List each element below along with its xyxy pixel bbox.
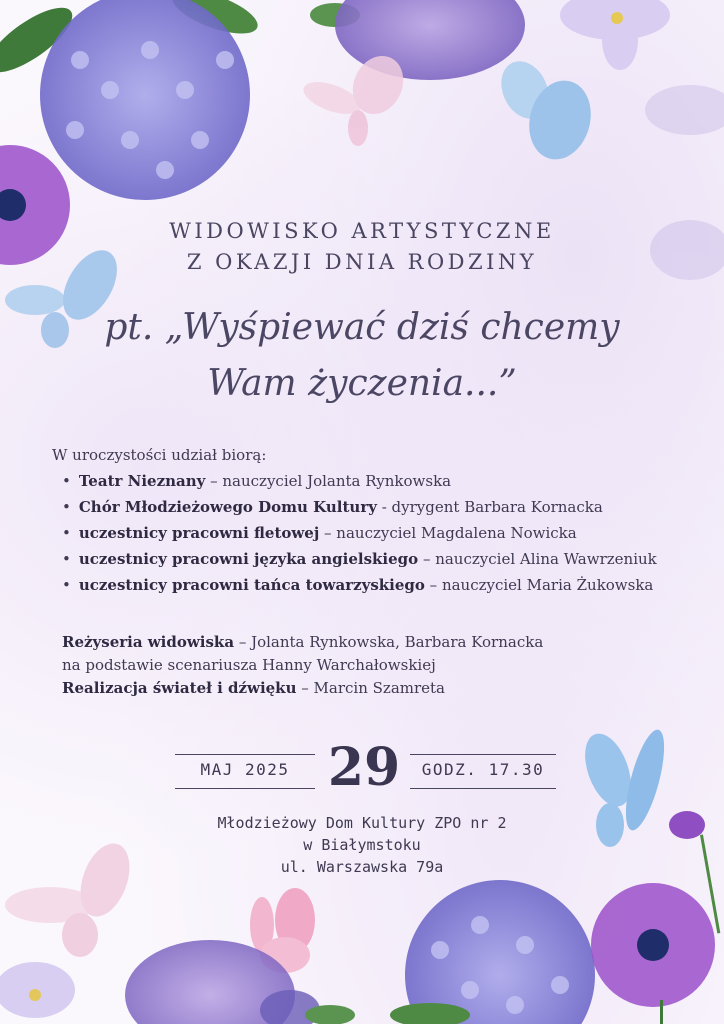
venue-line-3: ul. Warszawska 79a <box>280 858 444 876</box>
hydrangea-icon <box>40 0 250 200</box>
light-value: – Marcin Szamreta <box>296 679 445 697</box>
direction-label: Reżyseria widowiska <box>62 633 235 651</box>
divider <box>410 754 556 755</box>
butterfly-pink-icon <box>299 48 412 146</box>
venue-line-2: w Białymstoku <box>303 836 421 854</box>
event-subtitle <box>0 300 724 412</box>
subtitle-line-1: pt. „Wyśpiewać dziś chcemy <box>104 307 620 348</box>
daisy-icon <box>591 883 715 1024</box>
credits <box>62 631 543 700</box>
divider <box>175 788 315 789</box>
participant-name: Chór Młodzieżowego Domu Kultury <box>78 498 377 516</box>
title-line-2: Z OKAZJI DNIA RODZINY <box>186 250 538 274</box>
participants-list <box>62 468 657 598</box>
script-line: na podstawie scenariusza Hanny Warchałowskiej <box>62 656 436 674</box>
hydrangea-icon <box>305 880 595 1024</box>
title-line-1: WIDOWISKO ARTYSTYCZNE <box>169 219 555 243</box>
divider <box>175 754 315 755</box>
direction-value: – Jolanta Rynkowska, Barbara Kornacka <box>234 633 544 651</box>
list-item <box>62 546 657 572</box>
date-day: 29 <box>327 737 401 798</box>
participant-lead: - dyrygent Barbara Kornacka <box>376 498 603 516</box>
date-block <box>0 738 724 798</box>
direction-line <box>62 631 543 654</box>
list-item <box>62 494 657 520</box>
participant-name: uczestnicy pracowni tańca towarzyskiego <box>78 576 425 594</box>
participant-lead: – nauczyciel Jolanta Rynkowska <box>205 472 452 490</box>
participant-lead: – nauczyciel Alina Wawrzeniuk <box>418 550 657 568</box>
participant-lead: – nauczyciel Magdalena Nowicka <box>319 524 577 542</box>
butterfly-blue-icon <box>492 54 599 167</box>
list-item <box>62 468 657 494</box>
event-title <box>0 216 724 278</box>
participant-name: uczestnicy pracowni fletowej <box>78 524 320 542</box>
list-item <box>62 572 657 598</box>
lily-icon <box>0 962 75 1018</box>
light-line <box>62 677 543 700</box>
participant-lead: – nauczyciel Maria Żukowska <box>424 576 654 594</box>
light-label: Realizacja świateł i dźwięku <box>62 679 297 697</box>
subtitle-line-2: Wam życzenia...” <box>207 363 517 404</box>
participants-intro: W uroczystości udział biorą: <box>52 446 267 464</box>
list-item <box>62 520 657 546</box>
participant-name: uczestnicy pracowni języka angielskiego <box>78 550 419 568</box>
lily-icon <box>560 0 670 70</box>
divider <box>410 788 556 789</box>
participant-name: Teatr Nieznany <box>78 472 206 490</box>
venue-address <box>0 812 724 878</box>
date-hour: GODZ. 17.30 <box>421 760 545 779</box>
venue-line-1: Młodzieżowy Dom Kultury ZPO nr 2 <box>217 814 507 832</box>
date-month: MAJ 2025 <box>200 760 290 779</box>
